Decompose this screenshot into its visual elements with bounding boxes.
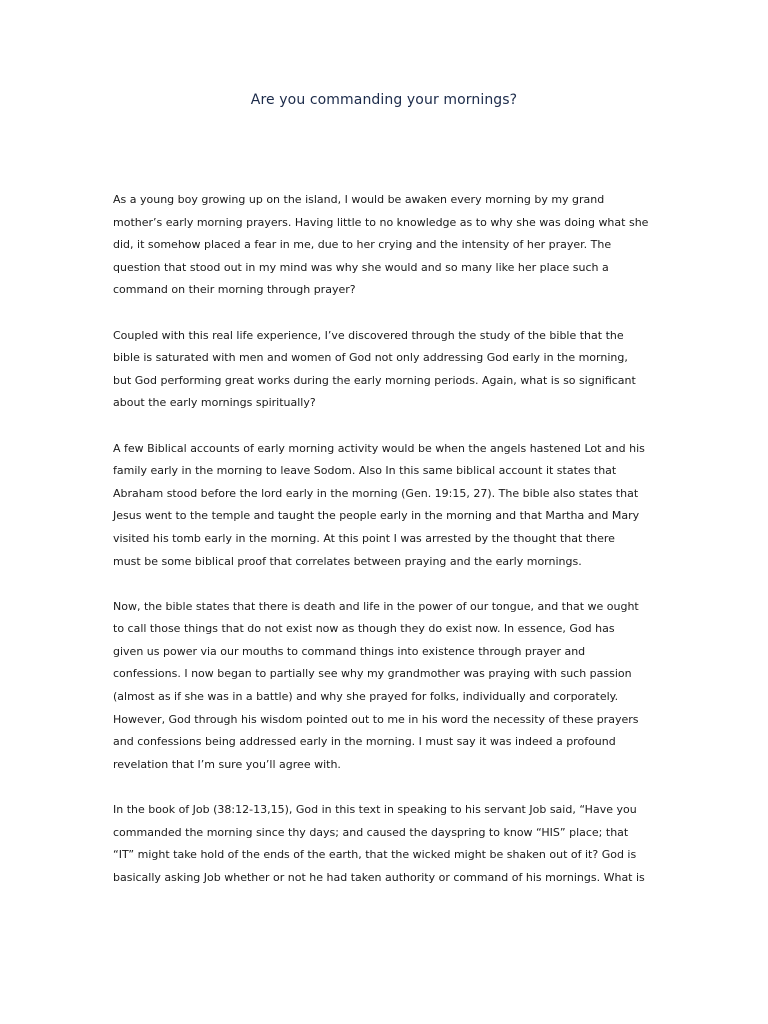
document-body [113, 189, 673, 912]
document-title: Are you commanding your mornings? [250, 92, 518, 108]
paragraph-5: In the book of Job (38:12-13,15), God in this text in speaking to his servant Job said, “Have you commanded the morning since thy days; and caused the dayspring to know “HIS” place; that “IT” might take hold of the ends of the earth, that the wicked might be shaken out of it? God is basically asking Job whether or not he had taken authority or command of his mornings. What is [113, 803, 645, 884]
paragraph-2: Coupled with this real life experience, I’ve discovered through the study of the bible that the bible is saturated with men and women of God not only addressing God early in the morning, but God performing great works during the early morning periods. Again, what is so significant about the early mornings spiritually? [113, 328, 636, 410]
paragraph-4: Now, the bible states that there is death and life in the power of our tongue, and that we ought to call those things that do not exist now as though they do exist now. In essence, God has given us power via our mouths to command things into existence through prayer and confessions. I now began to partially see why my grandmother was praying with such passion (almost as if she was in a battle) and why she prayed for folks, individually and corporately. However, God through his wisdom pointed out to me in his word the necessity of these prayers and confessions being addressed early in the morning. I must say it was indeed a profound revelation that I’m sure you’ll agree with. [113, 599, 639, 771]
paragraph-3: A few Biblical accounts of early morning activity would be when the angels hastened Lot and his family early in the morning to leave Sodom. Also In this same biblical account it states that Abraham stood before the lord early in the morning (Gen. 19:15, 27). The bible also states that Jesus went to the temple and taught the people early in the morning and that Martha and Mary visited his tomb early in the morning. At this point I was arrested by the thought that there must be some biblical proof that correlates between praying and the early mornings. [113, 441, 645, 568]
paragraph-1: As a young boy growing up on the island, I would be awaken every morning by my grand mother’s early morning prayers. Having little to no knowledge as to why she was doing what she did, it somehow placed a fear in me, due to her crying and the intensity of her prayer. The question that stood out in my mind was why she would and so many like her place such a command on their morning through prayer? [113, 193, 649, 297]
